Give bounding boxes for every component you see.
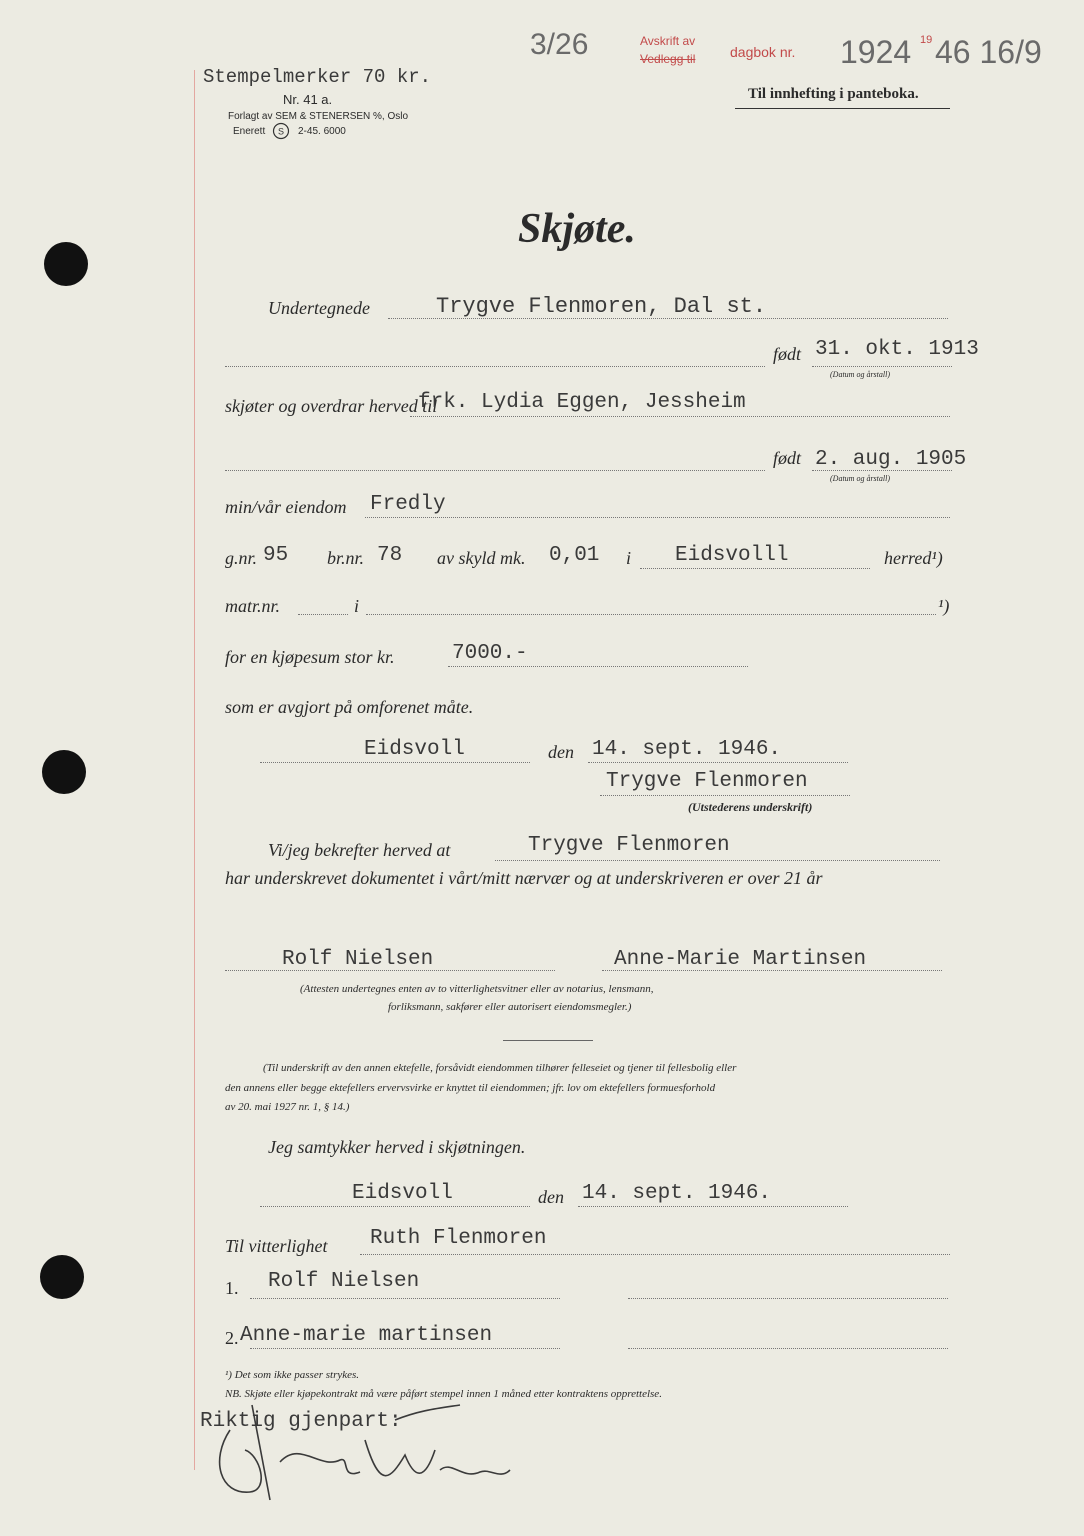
svg-text:S: S — [277, 126, 285, 137]
i-label: i — [626, 548, 632, 568]
red-stamp-line-1: Avskrift av — [640, 34, 696, 48]
born-label: født — [773, 344, 802, 364]
gnr-value: 95 — [263, 544, 289, 567]
form-number: Nr. 41 a. — [283, 92, 333, 107]
attest-note-1: (Attesten undertegnes enten av to vitterlighetsvitner eller av notarius, lensmann, — [300, 983, 654, 995]
confirm-text: har underskrevet dokumentet i vårt/mitt nærvær og at underskriveren er over 21 år — [225, 868, 823, 888]
property-label: min/vår eiendom — [225, 497, 347, 517]
vitne-2-number: 2. — [225, 1328, 239, 1348]
bnr-value: 78 — [377, 544, 403, 567]
document-title: Skjøte. — [518, 206, 636, 252]
print-code: 2-45. 6000 — [298, 126, 346, 137]
publisher-line: Forlagt av SEM & STENERSEN %, Oslo — [228, 111, 409, 122]
punch-hole-middle — [42, 750, 86, 794]
confirm-label: Vi/jeg bekrefter herved at — [268, 840, 451, 860]
gnr-label: g.nr. — [225, 548, 258, 568]
vitne-1-signature: Rolf Nielsen — [268, 1270, 420, 1293]
handwritten-dagbok-number: 1924 — [840, 34, 912, 70]
filing-underline — [735, 108, 950, 109]
municipality: Eidsvolll — [675, 544, 789, 567]
consent-text: Jeg samtykker herved i skjøtningen. — [268, 1137, 526, 1157]
date-2: 14. sept. 1946. — [582, 1182, 772, 1205]
spouse-note-3: av 20. mai 1927 nr. 1, § 14.) — [225, 1101, 350, 1113]
footnote-1: ¹) Det som ikke passer strykes. — [225, 1369, 360, 1381]
red-stamp-line-2: Vedlegg til — [640, 52, 696, 66]
attest-note-2: forliksmann, sakfører eller autorisert eiendomsmegler.) — [388, 1001, 632, 1013]
matr-end-label: ¹) — [938, 596, 950, 616]
seller-name: Trygve Flenmoren, Dal st. — [436, 294, 767, 319]
bnr-label: br.nr. — [327, 548, 365, 568]
skyld-label: av skyld mk. — [437, 548, 526, 568]
date: 14. sept. 1946. — [592, 738, 782, 761]
buyer-birth-date: 2. aug. 1905 — [815, 448, 967, 471]
born-label-2: født — [773, 448, 802, 468]
herred-label: herred¹) — [884, 548, 943, 568]
pencil-reference: 3/26 — [530, 28, 589, 61]
handwritten-year-date: 46 16/9 — [935, 34, 1042, 70]
issuer-signature: Trygve Flenmoren — [606, 770, 808, 793]
filing-note: Til innhefting i panteboka. — [748, 86, 919, 102]
price-label: for en kjøpesum stor kr. — [225, 647, 395, 667]
spouse-note-2: den annens eller begge ektefellers ervervsvirke er knyttet til eiendommen; jfr. lov om ektefellers formuesforhold — [225, 1082, 716, 1094]
vitne-2-signature: Anne-marie martinsen — [240, 1324, 493, 1347]
copy-note: Riktig gjenpart: — [200, 1410, 402, 1433]
margin-line — [194, 70, 195, 1470]
spouse-signature: Ruth Flenmoren — [370, 1227, 547, 1250]
publisher-logo — [270, 122, 292, 145]
punch-hole-bottom — [40, 1255, 84, 1299]
place-2: Eidsvoll — [352, 1182, 453, 1205]
skyld-value: 0,01 — [549, 544, 600, 567]
property-name: Fredly — [370, 493, 446, 516]
witness-label: Til vitterlighet — [225, 1236, 328, 1256]
confirm-name: Trygve Flenmoren — [528, 834, 730, 857]
den-label-2: den — [538, 1187, 564, 1207]
buyer-name: frk. Lydia Eggen, Jessheim — [418, 391, 746, 414]
dagbok-label: dagbok nr. — [730, 44, 796, 60]
handwritten-signature — [190, 1400, 530, 1515]
separator-line — [503, 1040, 593, 1041]
place: Eidsvoll — [364, 738, 465, 761]
den-label: den — [548, 742, 574, 762]
issuer-hint: (Utstederens underskrift) — [688, 800, 813, 814]
seller-date-hint: (Datum og årstall) — [830, 370, 890, 379]
transfer-label: skjøter og overdrar herved til — [225, 396, 438, 416]
year-superscript: 19 — [920, 34, 933, 46]
seller-birth-date: 31. okt. 1913 — [815, 338, 979, 361]
spouse-note-1: (Til underskrift av den annen ektefelle, forsåvidt eiendommen tilhører felleseiet og tjener til fellesbolig eller — [263, 1062, 737, 1074]
footnote-2: NB. Skjøte eller kjøpekontrakt må være påført stempel innen 1 måned etter kontraktens opprettelse. — [225, 1388, 662, 1400]
matr-i-label: i — [354, 596, 360, 616]
undersigned-label: Undertegnede — [268, 298, 370, 318]
publisher-line-2: Enerett — [233, 126, 266, 137]
witness-1: Rolf Nielsen — [282, 948, 434, 971]
matr-label: matr.nr. — [225, 596, 281, 616]
buyer-date-hint: (Datum og årstall) — [830, 474, 890, 483]
settled-text: som er avgjort på omforenet måte. — [225, 697, 474, 717]
witness-2: Anne-Marie Martinsen — [614, 948, 867, 971]
vitne-1-number: 1. — [225, 1278, 239, 1298]
punch-hole-top — [44, 242, 88, 286]
price-value: 7000.- — [452, 642, 528, 665]
stamp-fee: Stempelmerker 70 kr. — [203, 66, 432, 88]
